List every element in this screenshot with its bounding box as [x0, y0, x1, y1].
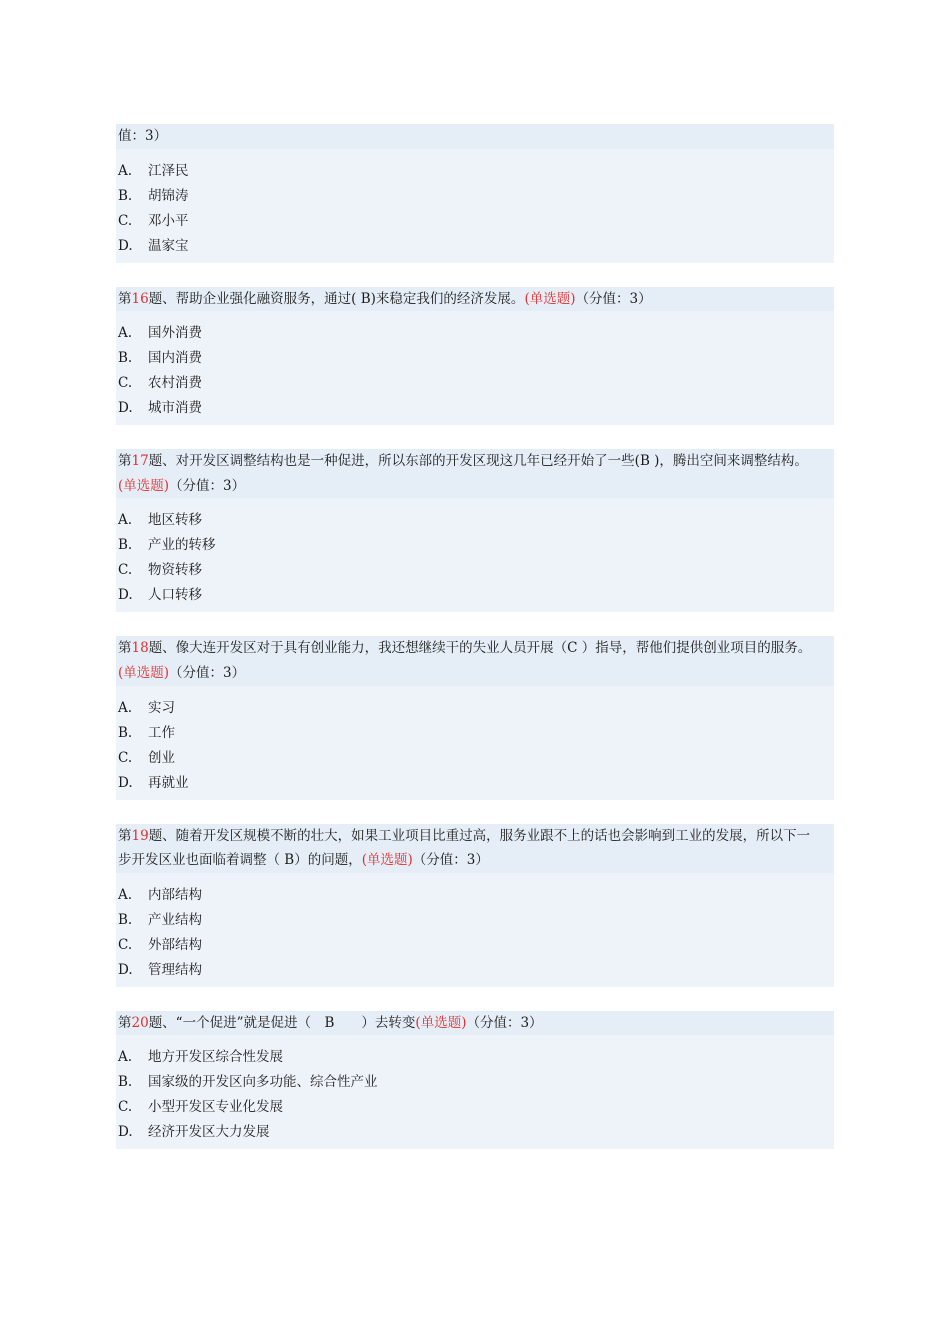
question-stem-line	[118, 1011, 832, 1036]
stem-text: 第	[118, 290, 132, 307]
option-text: 农村消费	[148, 375, 202, 392]
answer-option[interactable]	[118, 1095, 832, 1120]
answer-option[interactable]	[118, 558, 832, 583]
answer-option[interactable]	[118, 184, 832, 209]
option-list	[116, 149, 834, 263]
stem-text: 第	[118, 1014, 132, 1031]
stem-text: 步开发区业也面临着调整（ B）的问题，	[118, 852, 362, 869]
option-letter: B.	[118, 350, 133, 367]
question-list	[116, 124, 834, 1173]
answer-option[interactable]	[118, 696, 832, 721]
question-item	[116, 824, 834, 987]
stem-text: （分值：3）	[169, 477, 246, 494]
highlight-text: 18	[131, 640, 149, 657]
option-text: 国家级的开发区向多功能、综合性产业	[148, 1074, 378, 1091]
answer-option[interactable]	[118, 958, 832, 983]
answer-option[interactable]	[118, 396, 832, 421]
option-text: 内部结构	[148, 886, 202, 903]
highlight-text: (单选题)	[118, 664, 170, 681]
answer-option[interactable]	[118, 346, 832, 371]
option-text: 再就业	[148, 774, 189, 791]
answer-option[interactable]	[118, 321, 832, 346]
option-text: 地区转移	[148, 512, 202, 529]
question-stem	[116, 824, 834, 873]
option-letter: D.	[118, 237, 133, 254]
option-text: 经济开发区大力发展	[148, 1124, 270, 1141]
question-stem-line	[118, 287, 832, 312]
option-text: 国内消费	[148, 350, 202, 367]
answer-option[interactable]	[118, 746, 832, 771]
option-letter: C.	[118, 749, 133, 766]
option-text: 物资转移	[148, 562, 202, 579]
option-text: 胡锦涛	[148, 187, 189, 204]
option-text: 国外消费	[148, 325, 202, 342]
question-stem-line	[118, 449, 832, 474]
answer-option[interactable]	[118, 908, 832, 933]
stem-text: （分值：3）	[466, 1014, 543, 1031]
option-text: 实习	[148, 699, 175, 716]
stem-text: 第	[118, 453, 132, 470]
answer-option[interactable]	[118, 1045, 832, 1070]
answer-option[interactable]	[118, 933, 832, 958]
option-text: 外部结构	[148, 936, 202, 953]
option-letter: A.	[118, 1049, 133, 1066]
question-stem-line	[118, 636, 832, 661]
option-list	[116, 686, 834, 800]
option-text: 创业	[148, 749, 175, 766]
stem-text: （分值：3）	[169, 664, 246, 681]
highlight-text: 19	[131, 827, 149, 844]
highlight-text: (单选题)	[361, 852, 413, 869]
answer-option[interactable]	[118, 583, 832, 608]
option-text: 温家宝	[148, 237, 189, 254]
option-list	[116, 873, 834, 987]
question-item	[116, 636, 834, 799]
highlight-text: 20	[131, 1014, 149, 1031]
answer-option[interactable]	[118, 159, 832, 184]
answer-option[interactable]	[118, 771, 832, 796]
question-stem	[116, 124, 834, 149]
stem-text: 第	[118, 640, 132, 657]
option-letter: D.	[118, 400, 133, 417]
question-stem-line	[118, 474, 832, 499]
option-letter: D.	[118, 774, 133, 791]
option-letter: B.	[118, 1074, 133, 1091]
question-item	[116, 124, 834, 263]
option-letter: A.	[118, 325, 133, 342]
question-stem-line	[118, 124, 832, 149]
question-stem-line	[118, 661, 832, 686]
option-text: 产业的转移	[148, 537, 216, 554]
option-list	[116, 311, 834, 425]
question-item	[116, 1011, 834, 1150]
question-stem-line	[118, 824, 832, 849]
option-text: 城市消费	[148, 400, 202, 417]
stem-text: 题、帮助企业强化融资服务，通过( B)来稳定我们的经济发展。	[148, 290, 525, 307]
option-letter: B.	[118, 537, 133, 554]
stem-text: 题、像大连开发区对于具有创业能力，我还想继续干的失业人员开展（C ）指导，帮他们提供创业项目的服务。	[148, 640, 812, 657]
option-letter: B.	[118, 911, 133, 928]
option-text: 工作	[148, 724, 175, 741]
option-letter: C.	[118, 212, 133, 229]
option-list	[116, 1035, 834, 1149]
option-text: 人口转移	[148, 587, 202, 604]
option-list	[116, 498, 834, 612]
answer-option[interactable]	[118, 209, 832, 234]
option-text: 邓小平	[148, 212, 189, 229]
question-item	[116, 287, 834, 426]
option-letter: D.	[118, 587, 133, 604]
highlight-text: (单选题)	[118, 477, 170, 494]
stem-text: 题、随着开发区规模不断的壮大，如果工业项目比重过高，服务业跟不上的话也会影响到工业的发展，所以下一	[148, 827, 811, 844]
option-letter: A.	[118, 512, 133, 529]
answer-option[interactable]	[118, 721, 832, 746]
option-letter: D.	[118, 1124, 133, 1141]
option-letter: A.	[118, 699, 133, 716]
option-text: 地方开发区综合性发展	[148, 1049, 283, 1066]
option-letter: A.	[118, 886, 133, 903]
option-text: 江泽民	[148, 162, 189, 179]
stem-text: （分值：3）	[575, 290, 652, 307]
question-stem	[116, 287, 834, 312]
answer-option[interactable]	[118, 234, 832, 259]
highlight-text: (单选题)	[415, 1014, 467, 1031]
stem-text: 题、对开发区调整结构也是一种促进，所以东部的开发区现这几年已经开始了一些(B )，腾出空间来调整结构。	[148, 453, 808, 470]
option-letter: B.	[118, 187, 133, 204]
answer-option[interactable]	[118, 371, 832, 396]
option-letter: B.	[118, 724, 133, 741]
option-letter: C.	[118, 1099, 133, 1116]
stem-text: 值：3）	[118, 128, 168, 144]
highlight-text: (单选题)	[524, 290, 576, 307]
answer-option[interactable]	[118, 533, 832, 558]
question-stem-line	[118, 848, 832, 873]
answer-option[interactable]	[118, 883, 832, 908]
question-stem	[116, 1011, 834, 1036]
question-item	[116, 449, 834, 612]
stem-text: （分值：3）	[412, 852, 489, 869]
option-letter: C.	[118, 562, 133, 579]
option-text: 产业结构	[148, 911, 202, 928]
stem-text: 第	[118, 827, 132, 844]
option-letter: C.	[118, 375, 133, 392]
answer-option[interactable]	[118, 1120, 832, 1145]
option-letter: D.	[118, 961, 133, 978]
highlight-text: 16	[131, 290, 149, 307]
highlight-text: 17	[131, 453, 149, 470]
option-letter: C.	[118, 936, 133, 953]
option-text: 小型开发区专业化发展	[148, 1099, 283, 1116]
option-text: 管理结构	[148, 961, 202, 978]
question-stem	[116, 636, 834, 685]
question-stem	[116, 449, 834, 498]
stem-text: 题、“一个促进”就是促进（ B ）去转变	[148, 1014, 416, 1031]
answer-option[interactable]	[118, 508, 832, 533]
option-letter: A.	[118, 162, 133, 179]
answer-option[interactable]	[118, 1070, 832, 1095]
